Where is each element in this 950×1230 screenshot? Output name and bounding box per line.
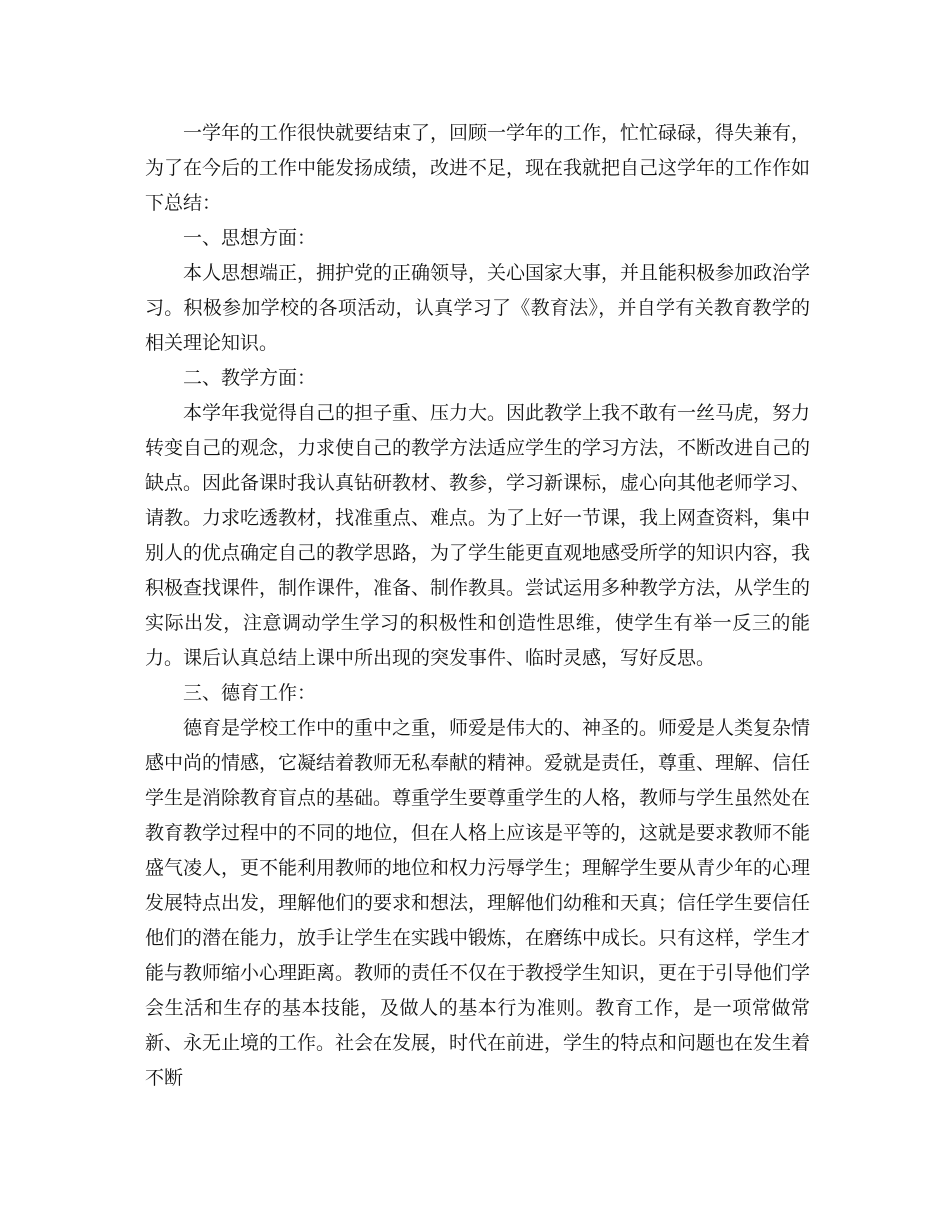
intro-paragraph: 一学年的工作很快就要结束了，回顾一学年的工作，忙忙碌碌，得失兼有，为了在今后的工作中能发扬成绩，改进不足，现在我就把自己这学年的工作作如下总结： bbox=[145, 122, 811, 214]
document-body bbox=[145, 116, 810, 1096]
section-heading-moral: 三、德育工作： bbox=[183, 682, 317, 704]
thought-paragraph: 本人思想端正，拥护党的正确领导，关心国家大事，并且能积极参加政治学习。积极参加学校的各项活动，认真学习了《教育法》，并自学有关教育教学的相关理论知识。 bbox=[145, 262, 811, 354]
section-heading-thought: 一、思想方面： bbox=[183, 227, 317, 249]
section-heading-teaching: 二、教学方面： bbox=[183, 367, 317, 389]
teaching-paragraph: 本学年我觉得自己的担子重、压力大。因此教学上我不敢有一丝马虎，努力转变自己的观念，力求使自己的教学方法适应学生的学习方法，不断改进自己的缺点。因此备课时我认真钻研教材、教参，学习新课标，虚心向其他老师学习、请教。力求吃透教材，找准重点、难点。为了上好一节课，我上网查资料，集中别人的优点确定自己的教学思路，为了学生能更直观地感受所学的知识内容，我积极查找课件，制作课件，准备、制作教具。尝试运用多种教学方法，从学生的实际出发，注意调动学生学习的积极性和创造性思维，使学生有举一反三的能力。课后认真总结上课中所出现的突发事件、临时灵感，写好反思。 bbox=[145, 402, 811, 669]
moral-paragraph: 德育是学校工作中的重中之重，师爱是伟大的、神圣的。师爱是人类复杂情感中尚的情感，它凝结着教师无私奉献的精神。爱就是责任，尊重、理解、信任学生是消除教育盲点的基础。尊重学生要尊重学生的人格，教师与学生虽然处在教育教学过程中的不同的地位，但在人格上应该是平等的，这就是要求教师不能盛气凌人，更不能利用教师的地位和权力污辱学生；理解学生要从青少年的心理发展特点出发，理解他们的要求和想法，理解他们幼稚和天真；信任学生要信任他们的潜在能力，放手让学生在实践中锻炼，在磨练中成长。只有这样，学生才能与教师缩小心理距离。教师的责任不仅在于教授学生知识，更在于引导他们学会生活和生存的基本技能，及做人的基本行为准则。教育工作，是一项常做常新、永无止境的工作。社会在发展，时代在前进，学生的特点和问题也在发生着不断 bbox=[145, 717, 811, 1089]
